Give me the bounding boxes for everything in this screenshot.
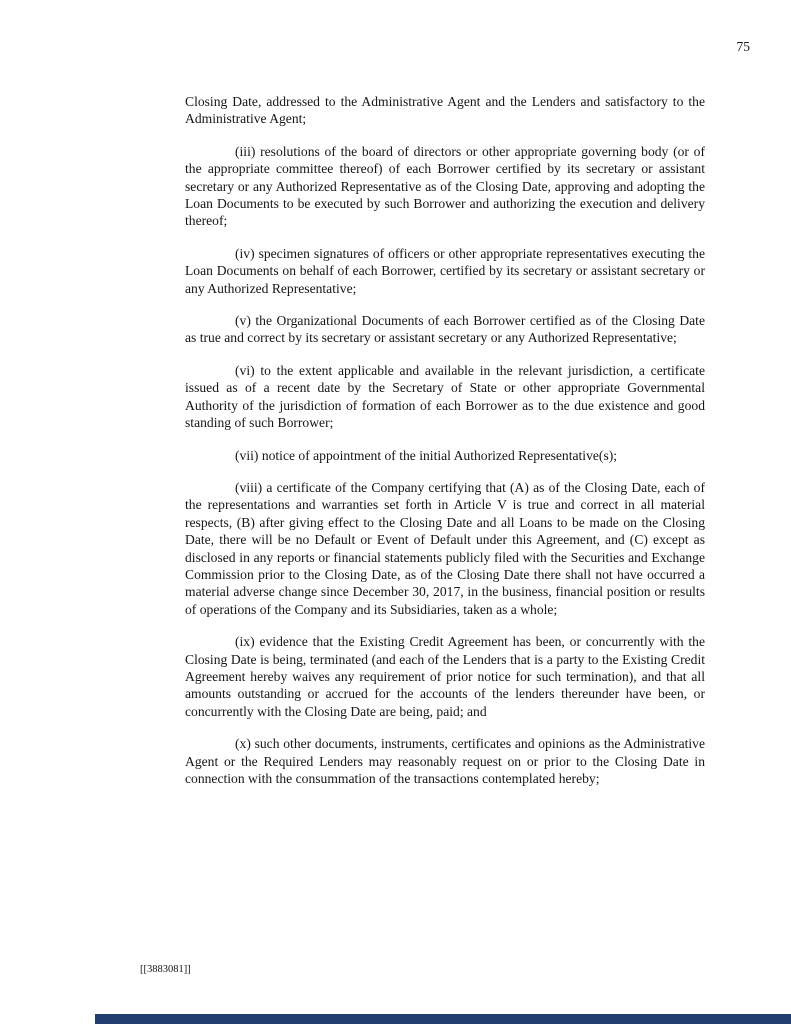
paragraph-label: (vi) — [235, 362, 255, 378]
paragraph-item-vi — [185, 362, 705, 432]
paragraph-label: (vii) — [235, 447, 259, 463]
paragraph-label: (viii) — [235, 479, 263, 495]
paragraph-label: (iv) — [235, 245, 255, 261]
paragraph-item-iii — [185, 143, 705, 230]
paragraph-item-ix — [185, 633, 705, 720]
document-body — [185, 93, 705, 802]
paragraph-item-v — [185, 312, 705, 347]
paragraph-item-viii — [185, 479, 705, 618]
paragraph-text: the Organizational Documents of each Borrower certified as of the Closing Date as true and correct by its secretary or assistant secretary or any Authorized Representative; — [185, 313, 705, 346]
paragraph-item-x — [185, 735, 705, 787]
paragraph-item-vii — [185, 447, 705, 464]
paragraph-label: (iii) — [235, 143, 256, 159]
paragraph-text: such other documents, instruments, certificates and opinions as the Administrative Agent or the Required Lenders may reasonably request on or prior to the Closing Date in connection with the consummation of the transactions contemplated hereby; — [185, 736, 705, 786]
paragraph-text: resolutions of the board of directors or other appropriate governing body (or of the appropriate committee thereof) of each Borrower certified by its secretary or assistant secretary or any Authorized Representative as of the Closing Date, approving and adopting the Loan Documents to be executed by such Borrower and authorizing the execution and delivery thereof; — [185, 143, 705, 229]
paragraph-text: specimen signatures of officers or other appropriate representatives executing the Loan Documents on behalf of each Borrower, certified by its secretary or assistant secretary or any Authorized Representative; — [185, 245, 705, 296]
paragraph-text: notice of appointment of the initial Authorized Representative(s); — [261, 447, 618, 463]
bottom-edge-bar — [95, 1014, 791, 1024]
paragraph-text: evidence that the Existing Credit Agreement has been, or concurrently with the Closing Date is being, terminated (and each of the Lenders that is a party to the Existing Credit Agreement hereby waives any requirement of prior notice for such termination), and that all amounts outstanding or accrued for the accounts of the lenders thereunder have been, or concurrently with the Closing Date are being, paid; and — [185, 634, 706, 719]
paragraph-label: (x) — [235, 736, 251, 752]
page-number: 75 — [736, 39, 750, 54]
paragraph-continuation — [185, 93, 705, 128]
edgar-footer-id: [[3883081]] — [140, 964, 191, 975]
paragraph-text: to the extent applicable and available in the relevant jurisdiction, a certificate issued as of a recent date by the Secretary of State or other appropriate Governmental Authority of the jurisdiction of formation of each Borrower as to the due existence and good standing of such Borrower; — [185, 362, 705, 431]
paragraph-label: (ix) — [235, 634, 255, 650]
paragraph-text: Closing Date, addressed to the Administrative Agent and the Lenders and satisfactory to the Administrative Agent; — [185, 94, 705, 127]
paragraph-text: a certificate of the Company certifying that (A) as of the Closing Date, each of the representations and warranties set forth in Article V is true and correct in all material respects, (B) after giving effect to the Closing Date and all Loans to be made on the Closing Date, there will be no Default or Event of Default under this Agreement, and (C) except as disclosed in any reports or financial statements publicly filed with the Securities and Exchange Commission prior to the Closing Date, as of the Closing Date there shall not have occurred a material adverse change since December 30, 2017, in the business, financial position or results of operations of the Company and its Subsidiaries, taken as a whole; — [185, 479, 705, 617]
paragraph-label: (v) — [235, 313, 251, 329]
paragraph-item-iv — [185, 245, 705, 297]
